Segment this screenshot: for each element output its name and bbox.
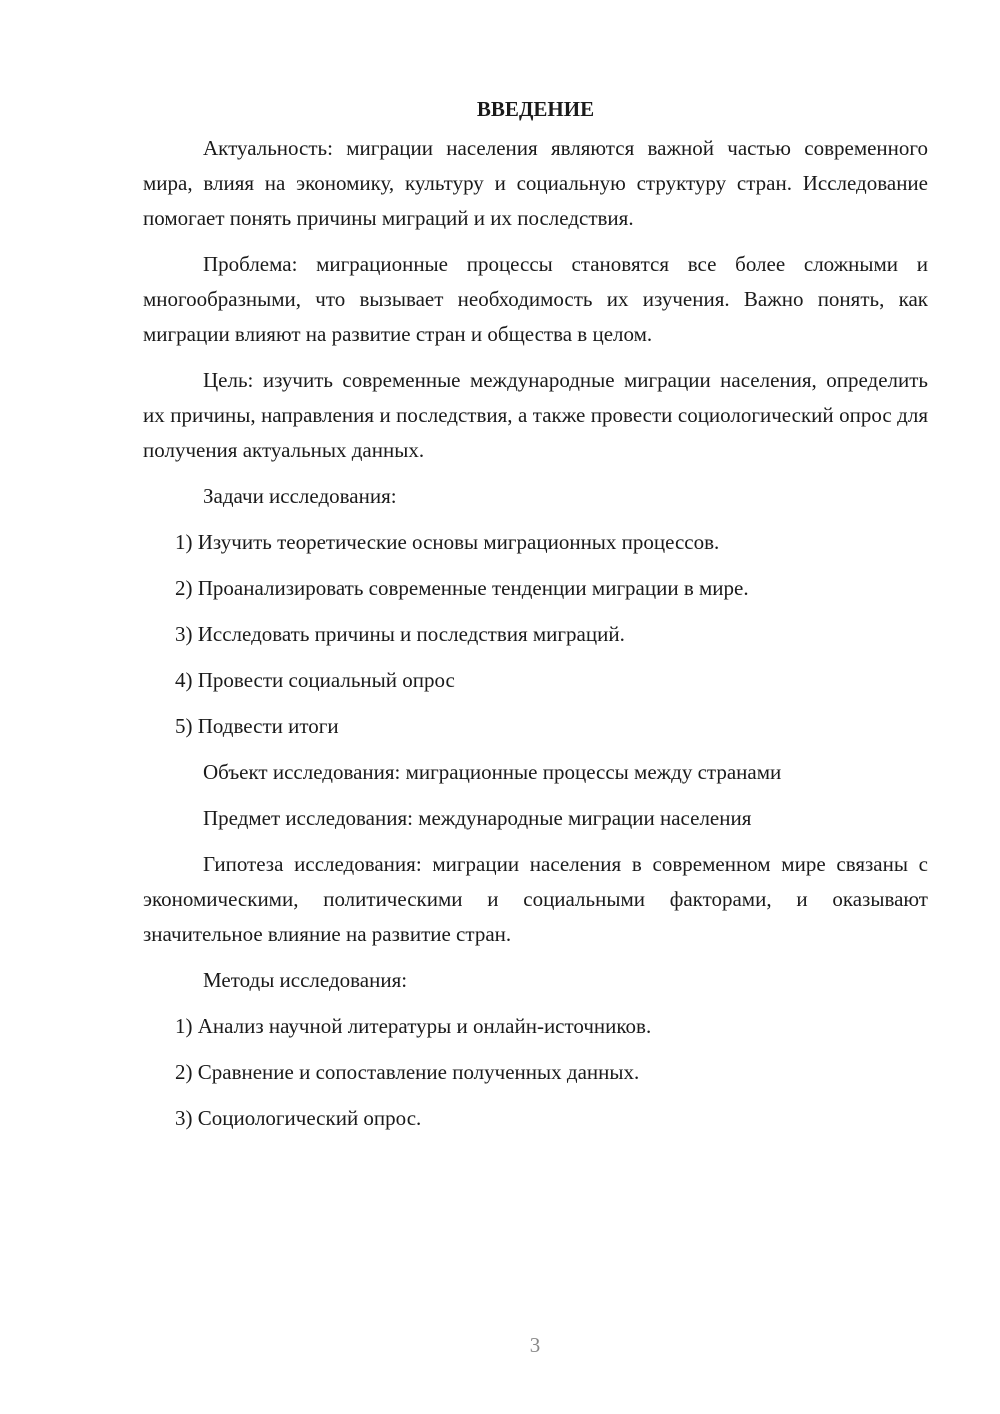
hypothesis-paragraph: Гипотеза исследования: миграции населения в современном мире связаны с экономическими, политическими и социальными факторами, и оказывают значительное влияние на развитие стран. xyxy=(143,852,928,946)
list-item: 2) Сравнение и сопоставление полученных данных. xyxy=(175,1060,640,1084)
document-page xyxy=(143,92,928,1147)
subject-paragraph: Предмет исследования: международные миграции населения xyxy=(203,806,752,830)
relevance-paragraph: Актуальность: миграции населения являются важной частью современного мира, влияя на экономику, культуру и социальную структуру стран. Исследование помогает понять причины миграций и их последствия. xyxy=(143,136,928,230)
list-item: 5) Подвести итоги xyxy=(175,714,339,738)
methods-title: Методы исследования: xyxy=(203,968,408,992)
list-item: 3) Исследовать причины и последствия миграций. xyxy=(175,622,625,646)
list-item: 4) Провести социальный опрос xyxy=(175,668,455,692)
list-item: 1) Изучить теоретические основы миграционных процессов. xyxy=(175,530,720,554)
object-paragraph: Объект исследования: миграционные процессы между странами xyxy=(203,760,782,784)
tasks-title: Задачи исследования: xyxy=(203,484,397,508)
section-heading: ВВЕДЕНИЕ xyxy=(476,97,595,121)
goal-paragraph: Цель: изучить современные международные миграции населения, определить их причины, направления и последствия, а также провести социологический опрос для получения актуальных данных. xyxy=(143,368,928,462)
problem-paragraph: Проблема: миграционные процессы становятся все более сложными и многообразными, что вызывает необходимость их изучения. Важно понять, как миграции влияют на развитие стран и общества в целом. xyxy=(143,252,928,346)
list-item: 2) Проанализировать современные тенденции миграции в мире. xyxy=(175,576,749,600)
page-number: 3 xyxy=(529,1333,541,1357)
methods-list xyxy=(143,1009,928,1136)
list-item: 1) Анализ научной литературы и онлайн-источников. xyxy=(175,1014,652,1038)
list-item: 3) Социологический опрос. xyxy=(175,1106,422,1130)
tasks-list xyxy=(143,525,928,744)
